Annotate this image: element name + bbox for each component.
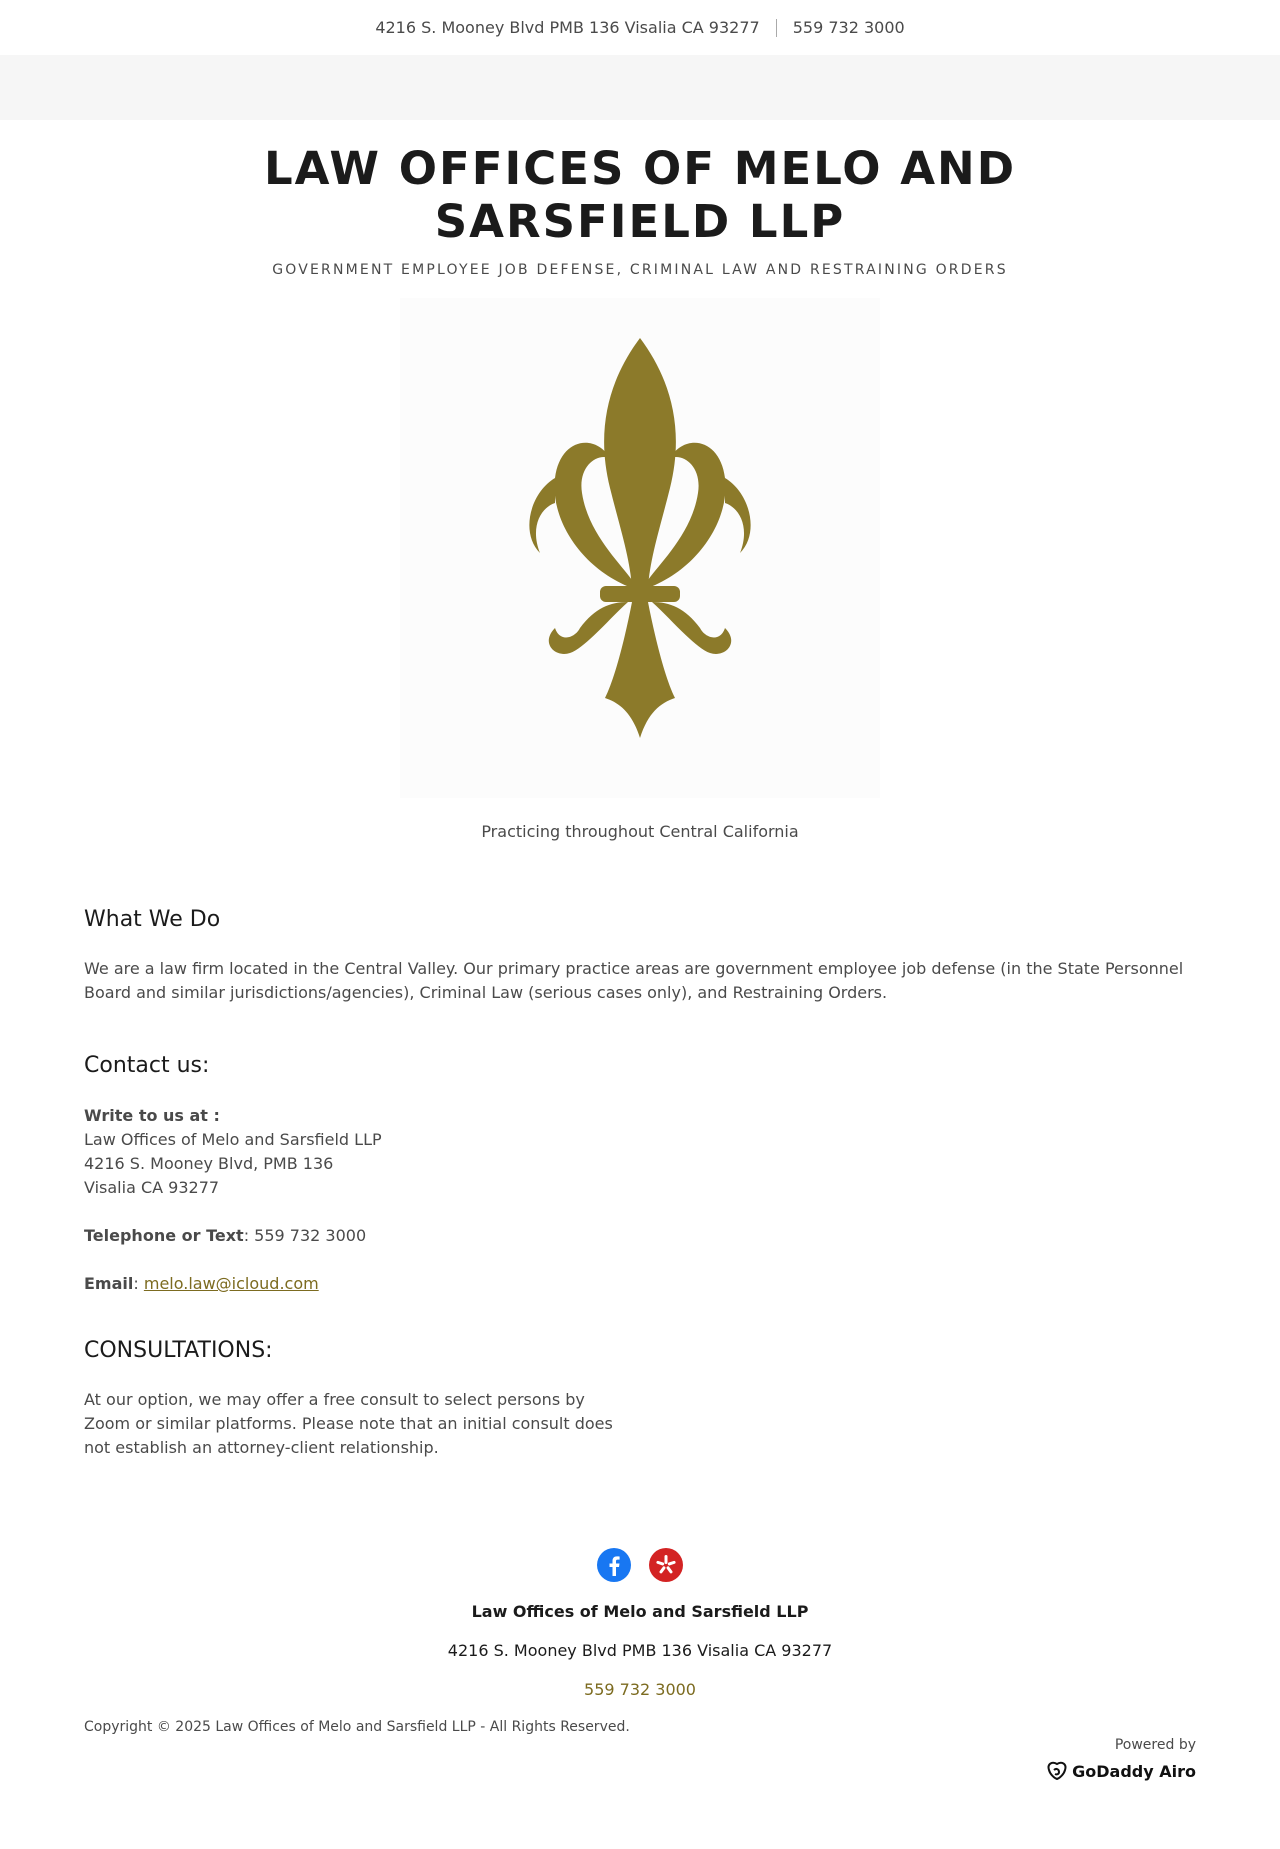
header-band <box>0 55 1280 120</box>
email-line <box>84 1272 1196 1296</box>
phone-label: Telephone or Text <box>84 1226 244 1245</box>
tagline: GOVERNMENT EMPLOYEE JOB DEFENSE, CRIMINAL LAW AND RESTRAINING ORDERS <box>272 262 1008 278</box>
consultations-section <box>84 1338 1196 1460</box>
mailing-address <box>84 1104 1196 1200</box>
email-separator: : <box>133 1274 144 1293</box>
divider <box>776 19 777 37</box>
powered-by <box>1046 1737 1196 1781</box>
godaddy-brand: GoDaddy Airo <box>1072 1761 1196 1781</box>
email-label: Email <box>84 1274 134 1293</box>
consultations-text: At our option, we may offer a free consult to select persons by Zoom or similar platforms. Please note that an initial consult does not establish an attorney-client relationship. <box>84 1390 613 1457</box>
what-we-do-heading: What We Do <box>84 907 221 932</box>
site-title[interactable]: LAW OFFICES OF MELO AND SARSFIELD LLP <box>263 142 1017 248</box>
hero-caption: Practicing throughout Central California <box>481 822 799 841</box>
address-line: Law Offices of Melo and Sarsfield LLP <box>84 1130 382 1149</box>
what-we-do-section <box>84 907 1196 1005</box>
write-label: Write to us at : <box>84 1106 220 1125</box>
footer-business-name: Law Offices of Melo and Sarsfield LLP <box>471 1602 809 1621</box>
phone-value: : 559 732 3000 <box>243 1226 367 1245</box>
fleur-de-lis-icon <box>460 318 820 778</box>
contact-section <box>84 1053 1196 1296</box>
footer-bottom <box>0 1719 1280 1809</box>
contact-heading: Contact us: <box>84 1053 210 1078</box>
godaddy-airo-link[interactable] <box>1046 1761 1196 1781</box>
consultations-heading: CONSULTATIONS: <box>84 1338 273 1363</box>
address-line: Visalia CA 93277 <box>84 1178 220 1197</box>
social-links <box>0 1548 1280 1582</box>
fleur-de-lis-logo <box>400 298 880 798</box>
powered-by-label: Powered by <box>1114 1737 1196 1753</box>
address-line: 4216 S. Mooney Blvd, PMB 136 <box>84 1154 334 1173</box>
phone-line <box>84 1224 1196 1248</box>
copyright: Copyright © 2025 Law Offices of Melo and Sarsfield LLP - All Rights Reserved. <box>84 1719 630 1735</box>
footer-address: 4216 S. Mooney Blvd PMB 136 Visalia CA 93277 <box>447 1641 833 1660</box>
top-address: 4216 S. Mooney Blvd PMB 136 Visalia CA 93277 <box>375 18 760 37</box>
godaddy-logo-icon <box>1046 1761 1068 1781</box>
facebook-icon[interactable] <box>597 1548 631 1582</box>
main-content <box>0 907 1280 1460</box>
top-phone-link[interactable]: 559 732 3000 <box>792 18 905 37</box>
hero <box>0 120 1280 841</box>
yelp-icon[interactable] <box>649 1548 683 1582</box>
footer-phone-link[interactable]: 559 732 3000 <box>584 1680 696 1699</box>
top-contact-bar <box>0 0 1280 55</box>
email-link[interactable]: melo.law@icloud.com <box>143 1274 319 1293</box>
what-we-do-text: We are a law firm located in the Central Valley. Our primary practice areas are government employee job defense (in the State Personnel Board and similar jurisdictions/agencies), Criminal Law (serious cases only), and Restraining Orders. <box>84 959 1184 1002</box>
